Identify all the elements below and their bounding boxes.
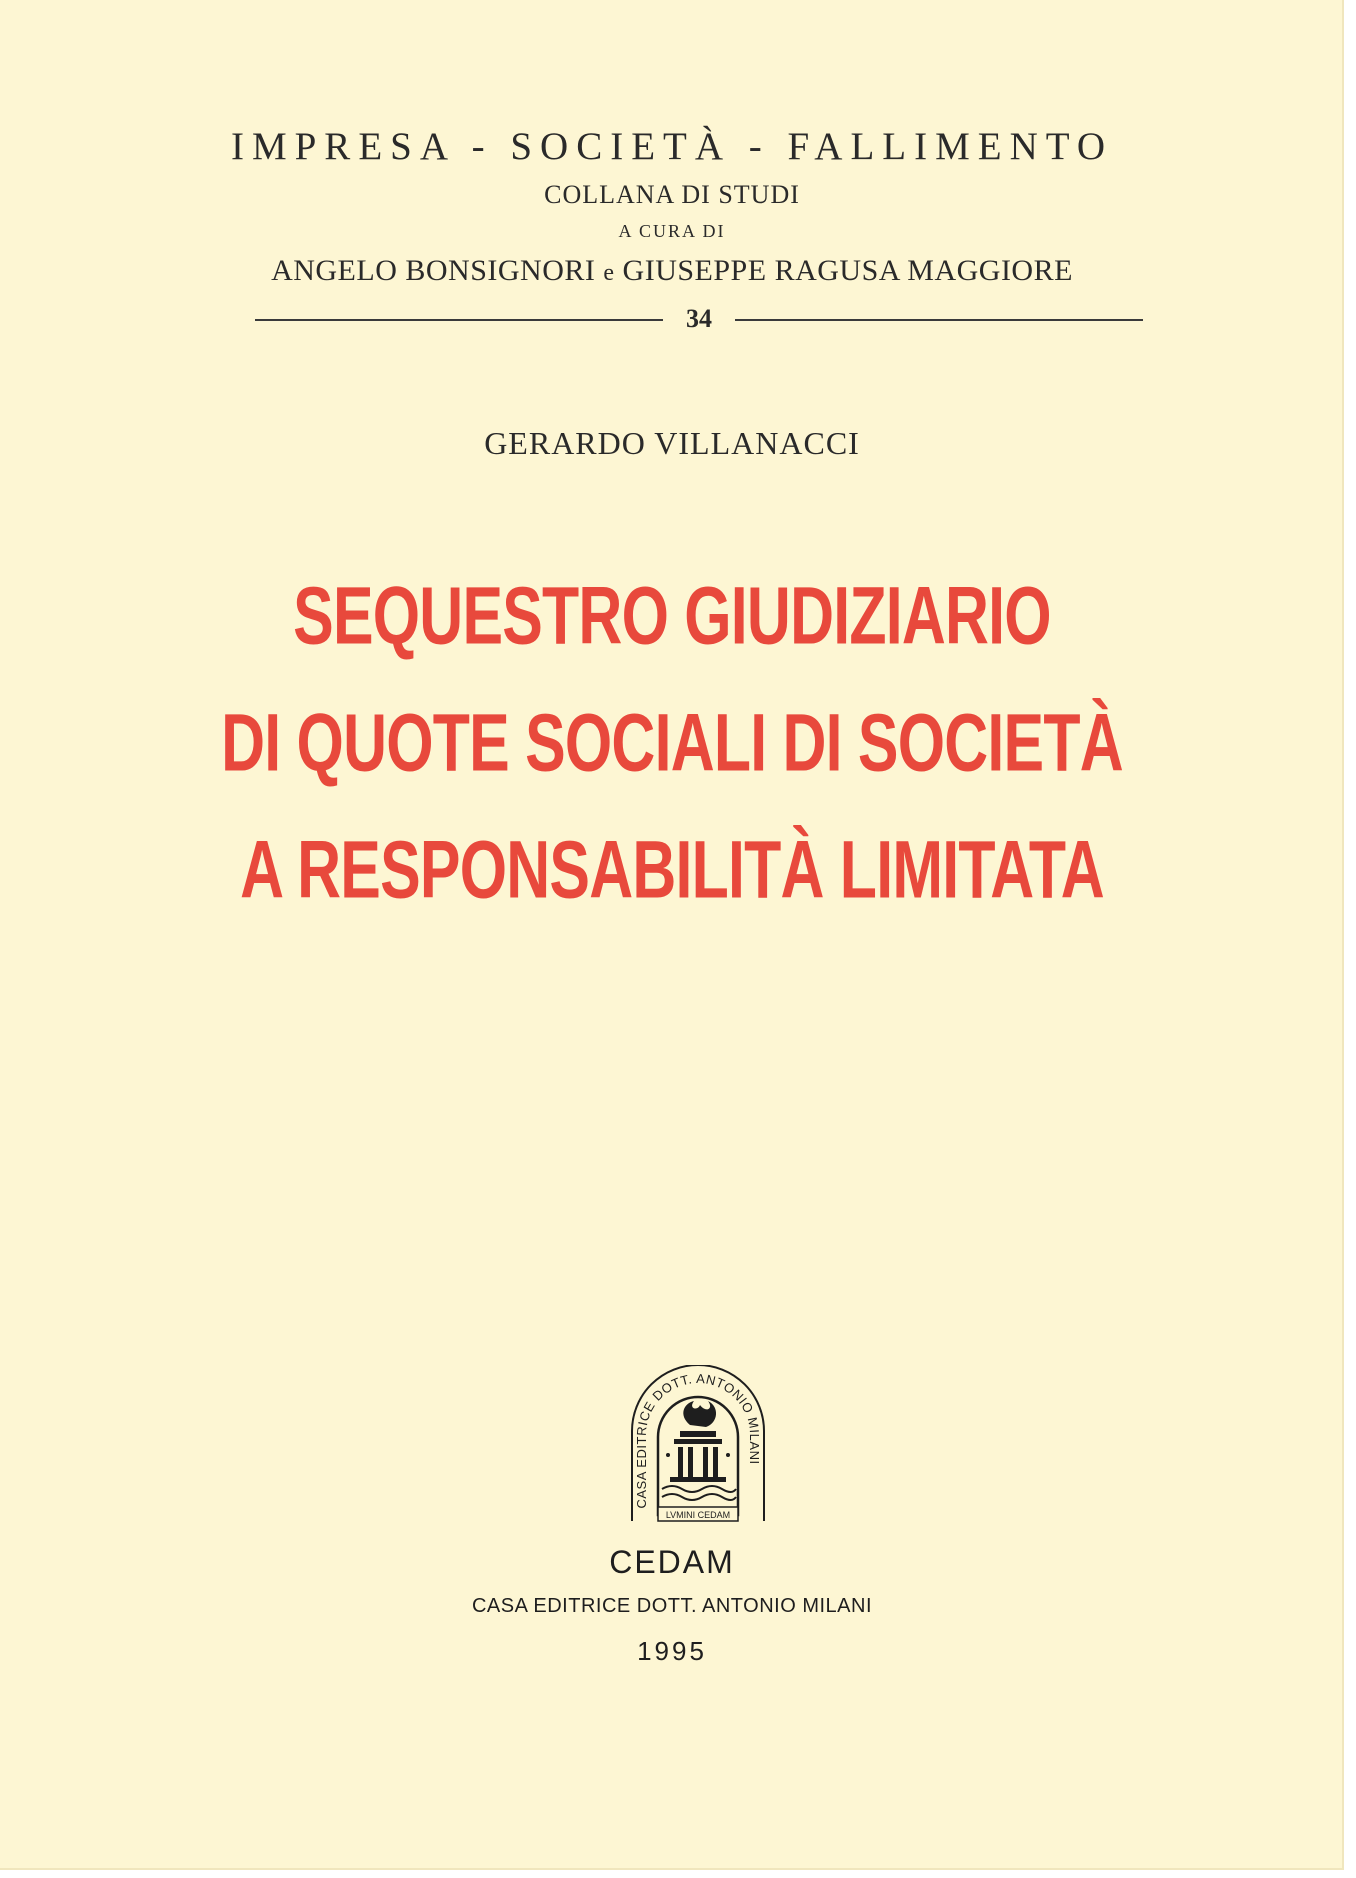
divider-rule-right	[735, 319, 1143, 321]
book-title-line-2: DI QUOTE SOCIALI DI SOCIETÀ	[221, 696, 1123, 789]
book-title-line-1: SEQUESTRO GIUDIZIARIO	[293, 569, 1051, 662]
author-name: GERARDO VILLANACCI	[484, 425, 860, 461]
series-subtitle: COLLANA DI STUDI	[544, 180, 800, 209]
book-title-line-3: A RESPONSABILITÀ LIMITATA	[240, 823, 1104, 916]
curated-by-label: A CURA DI	[618, 221, 726, 241]
editor-joiner: e	[603, 260, 615, 286]
svg-text:CASA EDITRICE DOTT. ANTONIO MI: CASA EDITRICE DOTT. ANTONIO MILANI	[633, 1370, 763, 1509]
publisher-full-name: CASA EDITRICE DOTT. ANTONIO MILANI	[471, 1595, 873, 1617]
publisher-logo-emblem	[628, 1365, 768, 1540]
series-title: IMPRESA - SOCIETÀ - FALLIMENTO	[230, 125, 1114, 168]
series-editors	[0, 254, 1344, 288]
publication-year: 1995	[637, 1636, 707, 1666]
publisher-name: CEDAM	[609, 1544, 735, 1580]
volume-number: 34	[686, 304, 712, 333]
editor-2: GIUSEPPE RAGUSA MAGGIORE	[622, 254, 1073, 287]
logo-motto: LVMINI CEDAM	[665, 1510, 731, 1520]
divider-rule-left	[255, 319, 663, 321]
volume-divider	[255, 300, 1143, 340]
editor-1: ANGELO BONSIGNORI	[271, 254, 596, 287]
